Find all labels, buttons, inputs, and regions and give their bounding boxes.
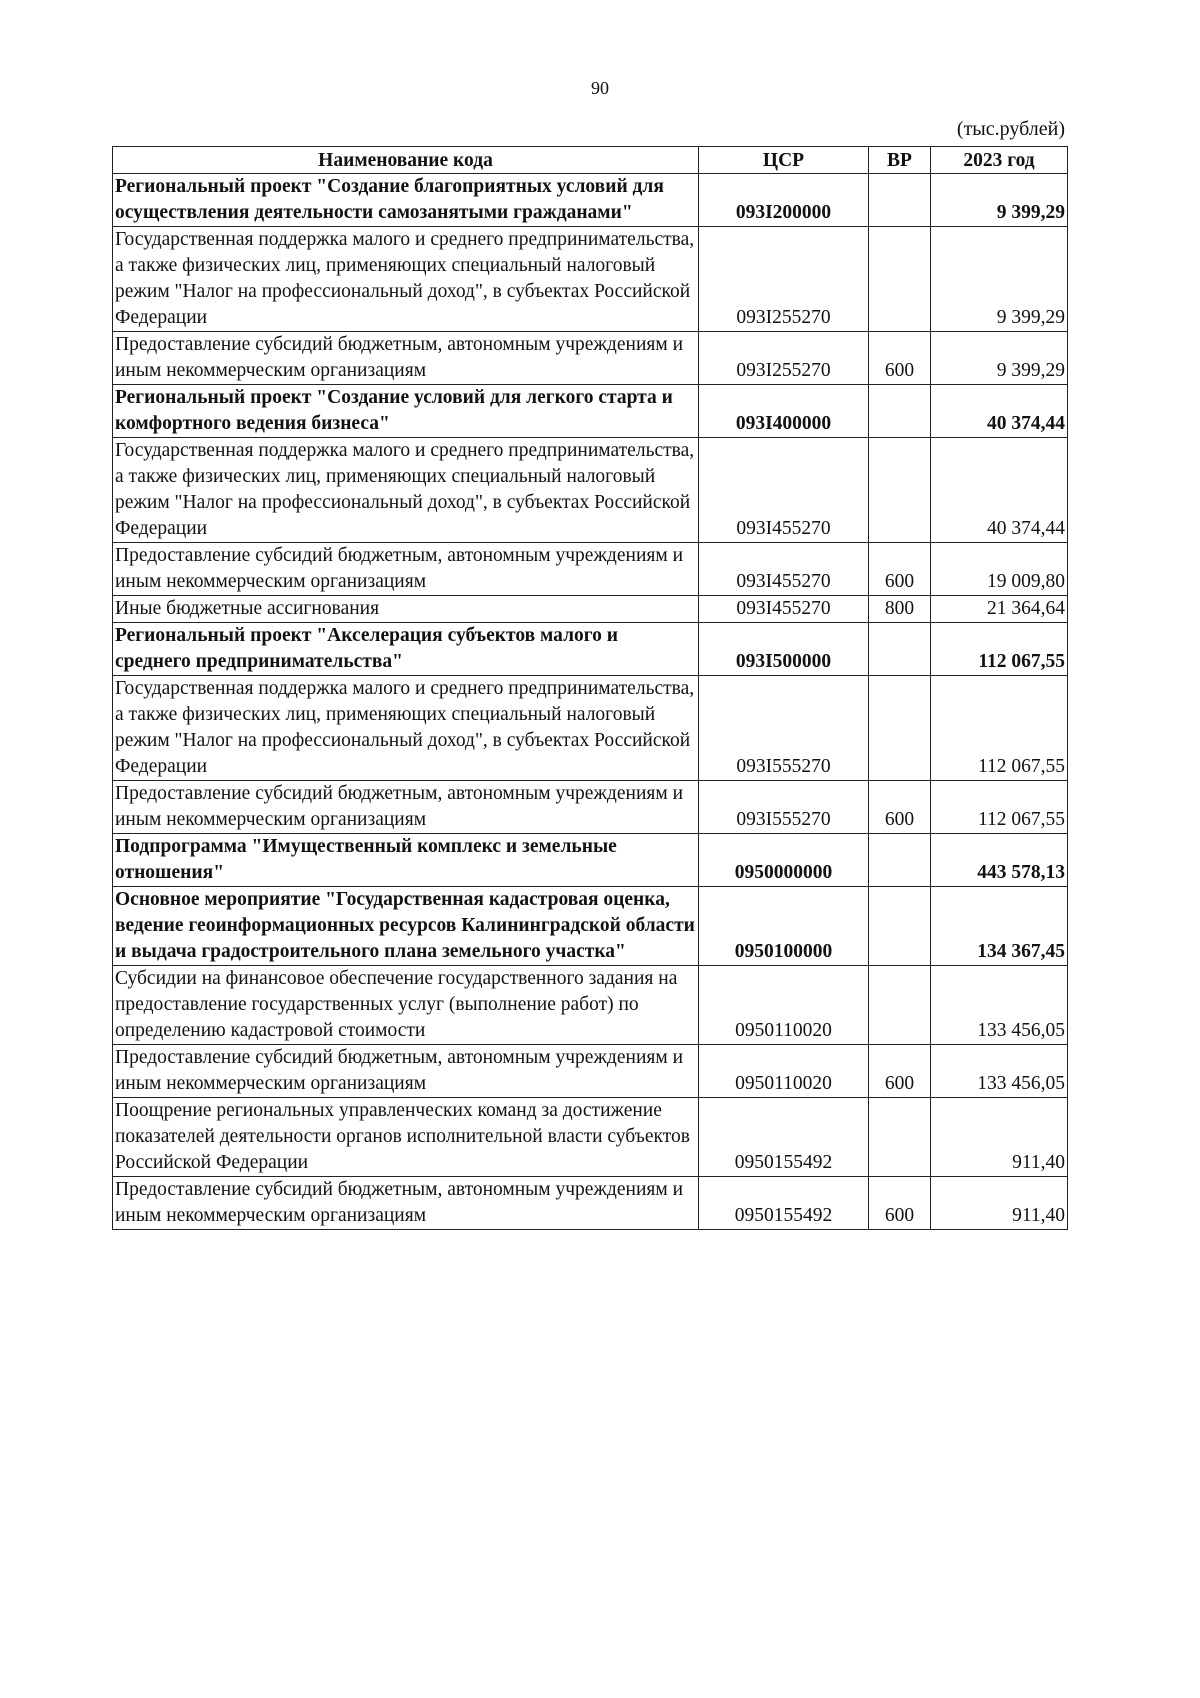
row-amount-cell: 40 374,44: [931, 438, 1068, 543]
row-code-cell: 093I455270: [699, 543, 869, 596]
row-name-cell: Иные бюджетные ассигнования: [113, 596, 699, 623]
table-row: [113, 174, 1068, 227]
row-vr-cell: 600: [869, 332, 931, 385]
row-name-cell: Государственная поддержка малого и среднего предпринимательства, а также физических лиц, применяющих специальный налоговый режим "Налог на профессиональный доход", в субъектах Российской Федерации: [113, 227, 699, 332]
row-amount-cell: 133 456,05: [931, 966, 1068, 1045]
row-code-cell: 093I455270: [699, 438, 869, 543]
row-name-cell: Основное мероприятие "Государственная кадастровая оценка, ведение геоинформационных ресурсов Калининградской области и выдача градостроительного плана земельного участка": [113, 887, 699, 966]
header-code: ЦСР: [699, 147, 869, 174]
row-vr-cell: 600: [869, 1177, 931, 1230]
table-row: [113, 1177, 1068, 1230]
row-vr-cell: 800: [869, 596, 931, 623]
row-code-cell: 093I555270: [699, 781, 869, 834]
row-code-cell: 0950110020: [699, 1045, 869, 1098]
row-code-cell: 093I500000: [699, 623, 869, 676]
row-name-cell: Региональный проект "Акселерация субъектов малого и среднего предпринимательства": [113, 623, 699, 676]
row-amount-cell: 21 364,64: [931, 596, 1068, 623]
table-row: [113, 543, 1068, 596]
table-row: [113, 332, 1068, 385]
row-code-cell: 0950155492: [699, 1098, 869, 1177]
row-code-cell: 093I455270: [699, 596, 869, 623]
header-name: Наименование кода: [113, 147, 699, 174]
row-code-cell: 093I400000: [699, 385, 869, 438]
row-name-cell: Региональный проект "Создание благоприятных условий для осуществления деятельности самозанятыми гражданами": [113, 174, 699, 227]
table-row: [113, 385, 1068, 438]
row-code-cell: 093I255270: [699, 332, 869, 385]
row-vr-cell: 600: [869, 1045, 931, 1098]
row-code-cell: 0950155492: [699, 1177, 869, 1230]
row-name-cell: Предоставление субсидий бюджетным, автономным учреждениям и иным некоммерческим организациям: [113, 1045, 699, 1098]
row-vr-cell: [869, 438, 931, 543]
row-vr-cell: [869, 676, 931, 781]
row-name-cell: Региональный проект "Создание условий для легкого старта и комфортного ведения бизнеса": [113, 385, 699, 438]
row-vr-cell: [869, 174, 931, 227]
row-amount-cell: 112 067,55: [931, 623, 1068, 676]
table-row: [113, 596, 1068, 623]
row-amount-cell: 9 399,29: [931, 227, 1068, 332]
row-amount-cell: 911,40: [931, 1177, 1068, 1230]
row-amount-cell: 134 367,45: [931, 887, 1068, 966]
row-name-cell: Государственная поддержка малого и среднего предпринимательства, а также физических лиц, применяющих специальный налоговый режим "Налог на профессиональный доход", в субъектах Российской Федерации: [113, 438, 699, 543]
table-body: [113, 174, 1068, 1230]
row-vr-cell: 600: [869, 781, 931, 834]
table-row: [113, 623, 1068, 676]
row-code-cell: 093I255270: [699, 227, 869, 332]
row-amount-cell: 40 374,44: [931, 385, 1068, 438]
budget-table: [112, 146, 1068, 1230]
table-row: [113, 1045, 1068, 1098]
row-name-cell: Государственная поддержка малого и среднего предпринимательства, а также физических лиц, применяющих специальный налоговый режим "Налог на профессиональный доход", в субъектах Российской Федерации: [113, 676, 699, 781]
row-vr-cell: [869, 887, 931, 966]
row-code-cell: 0950100000: [699, 887, 869, 966]
row-name-cell: Предоставление субсидий бюджетным, автономным учреждениям и иным некоммерческим организациям: [113, 1177, 699, 1230]
row-amount-cell: 19 009,80: [931, 543, 1068, 596]
row-amount-cell: 112 067,55: [931, 781, 1068, 834]
row-name-cell: Предоставление субсидий бюджетным, автономным учреждениям и иным некоммерческим организациям: [113, 332, 699, 385]
row-vr-cell: 600: [869, 543, 931, 596]
row-code-cell: 093I555270: [699, 676, 869, 781]
row-name-cell: Поощрение региональных управленческих команд за достижение показателей деятельности органов исполнительной власти субъектов Российской Федерации: [113, 1098, 699, 1177]
row-code-cell: 093I200000: [699, 174, 869, 227]
row-amount-cell: 911,40: [931, 1098, 1068, 1177]
row-amount-cell: 112 067,55: [931, 676, 1068, 781]
row-amount-cell: 9 399,29: [931, 174, 1068, 227]
table-row: [113, 1098, 1068, 1177]
row-amount-cell: 443 578,13: [931, 834, 1068, 887]
units-label: (тыс.рублей): [956, 118, 1065, 140]
row-amount-cell: 9 399,29: [931, 332, 1068, 385]
page-number: 90: [591, 78, 609, 98]
row-name-cell: Подпрограмма "Имущественный комплекс и земельные отношения": [113, 834, 699, 887]
row-vr-cell: [869, 834, 931, 887]
table-row: [113, 676, 1068, 781]
table-row: [113, 438, 1068, 543]
row-vr-cell: [869, 966, 931, 1045]
table-row: [113, 966, 1068, 1045]
row-code-cell: 0950000000: [699, 834, 869, 887]
table-row: [113, 781, 1068, 834]
table-row: [113, 834, 1068, 887]
header-vr: ВР: [869, 147, 931, 174]
row-vr-cell: [869, 227, 931, 332]
row-vr-cell: [869, 385, 931, 438]
table-row: [113, 227, 1068, 332]
row-vr-cell: [869, 1098, 931, 1177]
row-name-cell: Предоставление субсидий бюджетным, автономным учреждениям и иным некоммерческим организациям: [113, 781, 699, 834]
table-row: [113, 887, 1068, 966]
row-name-cell: Предоставление субсидий бюджетным, автономным учреждениям и иным некоммерческим организациям: [113, 543, 699, 596]
row-amount-cell: 133 456,05: [931, 1045, 1068, 1098]
row-name-cell: Субсидии на финансовое обеспечение государственного задания на предоставление государственных услуг (выполнение работ) по определению кадастровой стоимости: [113, 966, 699, 1045]
table-header-row: [113, 147, 1068, 174]
row-code-cell: 0950110020: [699, 966, 869, 1045]
row-vr-cell: [869, 623, 931, 676]
header-year: 2023 год: [931, 147, 1068, 174]
